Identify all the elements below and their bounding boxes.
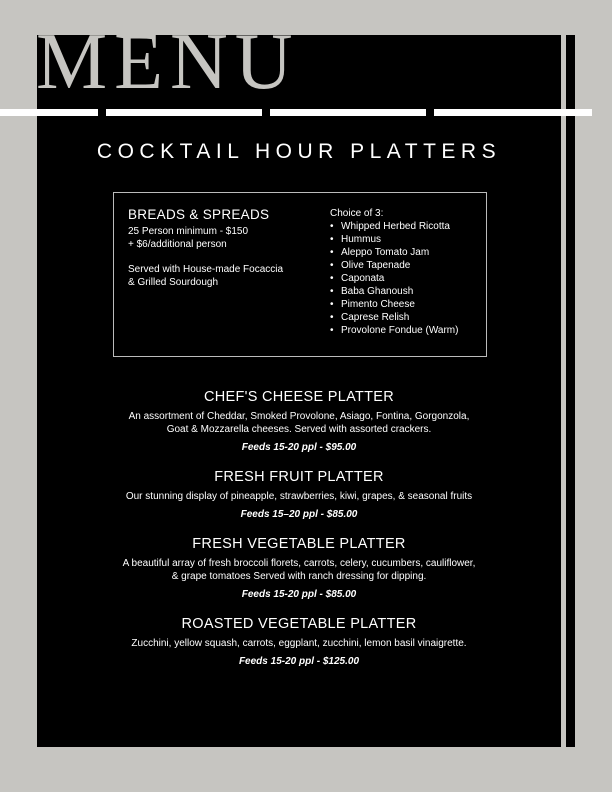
platter-name: FRESH VEGETABLE PLATTER (192, 536, 406, 552)
platter-name: ROASTED VEGETABLE PLATTER (181, 616, 417, 632)
divider-segment (270, 109, 426, 116)
choice-item: • Caponata (330, 272, 458, 285)
platter-description: Zucchini, yellow squash, carrots, eggplant, zucchini, lemon basil vinaigrette. (131, 638, 467, 649)
platter-roasted-vegetable (37, 616, 561, 668)
served-with-line: & Grilled Sourdough (128, 276, 219, 288)
platter-price: Feeds 15-20 ppl - $95.00 (241, 442, 357, 453)
platter-vegetable (37, 536, 561, 601)
choice-item: • Provolone Fondue (Warm) (330, 324, 458, 337)
pricing-line: 25 Person minimum - $150 (128, 226, 249, 237)
divider-segment (106, 109, 262, 116)
platter-description: & grape tomatoes Served with ranch dressing for dipping. (171, 571, 427, 582)
choices-section (330, 207, 458, 337)
platter-price: Feeds 15–20 ppl - $85.00 (240, 509, 358, 520)
platter-cheese (37, 389, 561, 454)
platter-description: An assortment of Cheddar, Smoked Provolone, Asiago, Fontina, Gorgonzola, (128, 411, 470, 422)
choice-list (330, 220, 458, 337)
platter-name: FRESH FRUIT PLATTER (214, 469, 384, 485)
menu-title: MENU (36, 18, 300, 106)
served-with-line: Served with House-made Focaccia (128, 264, 284, 275)
platter-description: A beautiful array of fresh broccoli florets, carrots, celery, cucumbers, cauliflower, (122, 558, 476, 569)
breads-details (128, 207, 318, 289)
platter-price: Feeds 15-20 ppl - $125.00 (238, 656, 360, 667)
pricing-line: + $6/additional person (128, 238, 227, 250)
choice-item: • Pimento Cheese (330, 298, 458, 311)
platter-description: Goat & Mozzarella cheeses. Served with assorted crackers. (166, 424, 432, 435)
choice-item: • Hummus (330, 233, 458, 246)
choice-item: • Whipped Herbed Ricotta (330, 220, 458, 233)
platter-price: Feeds 15-20 ppl - $85.00 (241, 589, 357, 600)
choice-item: • Caprese Relish (330, 311, 458, 324)
platter-fruit (37, 469, 561, 521)
choice-item: • Aleppo Tomato Jam (330, 246, 458, 259)
section-title: COCKTAIL HOUR PLATTERS (96, 140, 502, 163)
choice-label: Choice of 3: (330, 208, 384, 219)
divider-segment (434, 109, 592, 116)
breads-spreads-box (113, 192, 487, 357)
side-stripe (566, 35, 575, 747)
platter-name: CHEF'S CHEESE PLATTER (203, 389, 395, 405)
choice-item: • Olive Tapenade (330, 259, 458, 272)
divider-segment (0, 109, 98, 116)
breads-heading: BREADS & SPREADS (128, 207, 270, 222)
platter-description: Our stunning display of pineapple, strawberries, kiwi, grapes, & seasonal fruits (125, 491, 473, 502)
choice-item: • Baba Ghanoush (330, 285, 458, 298)
